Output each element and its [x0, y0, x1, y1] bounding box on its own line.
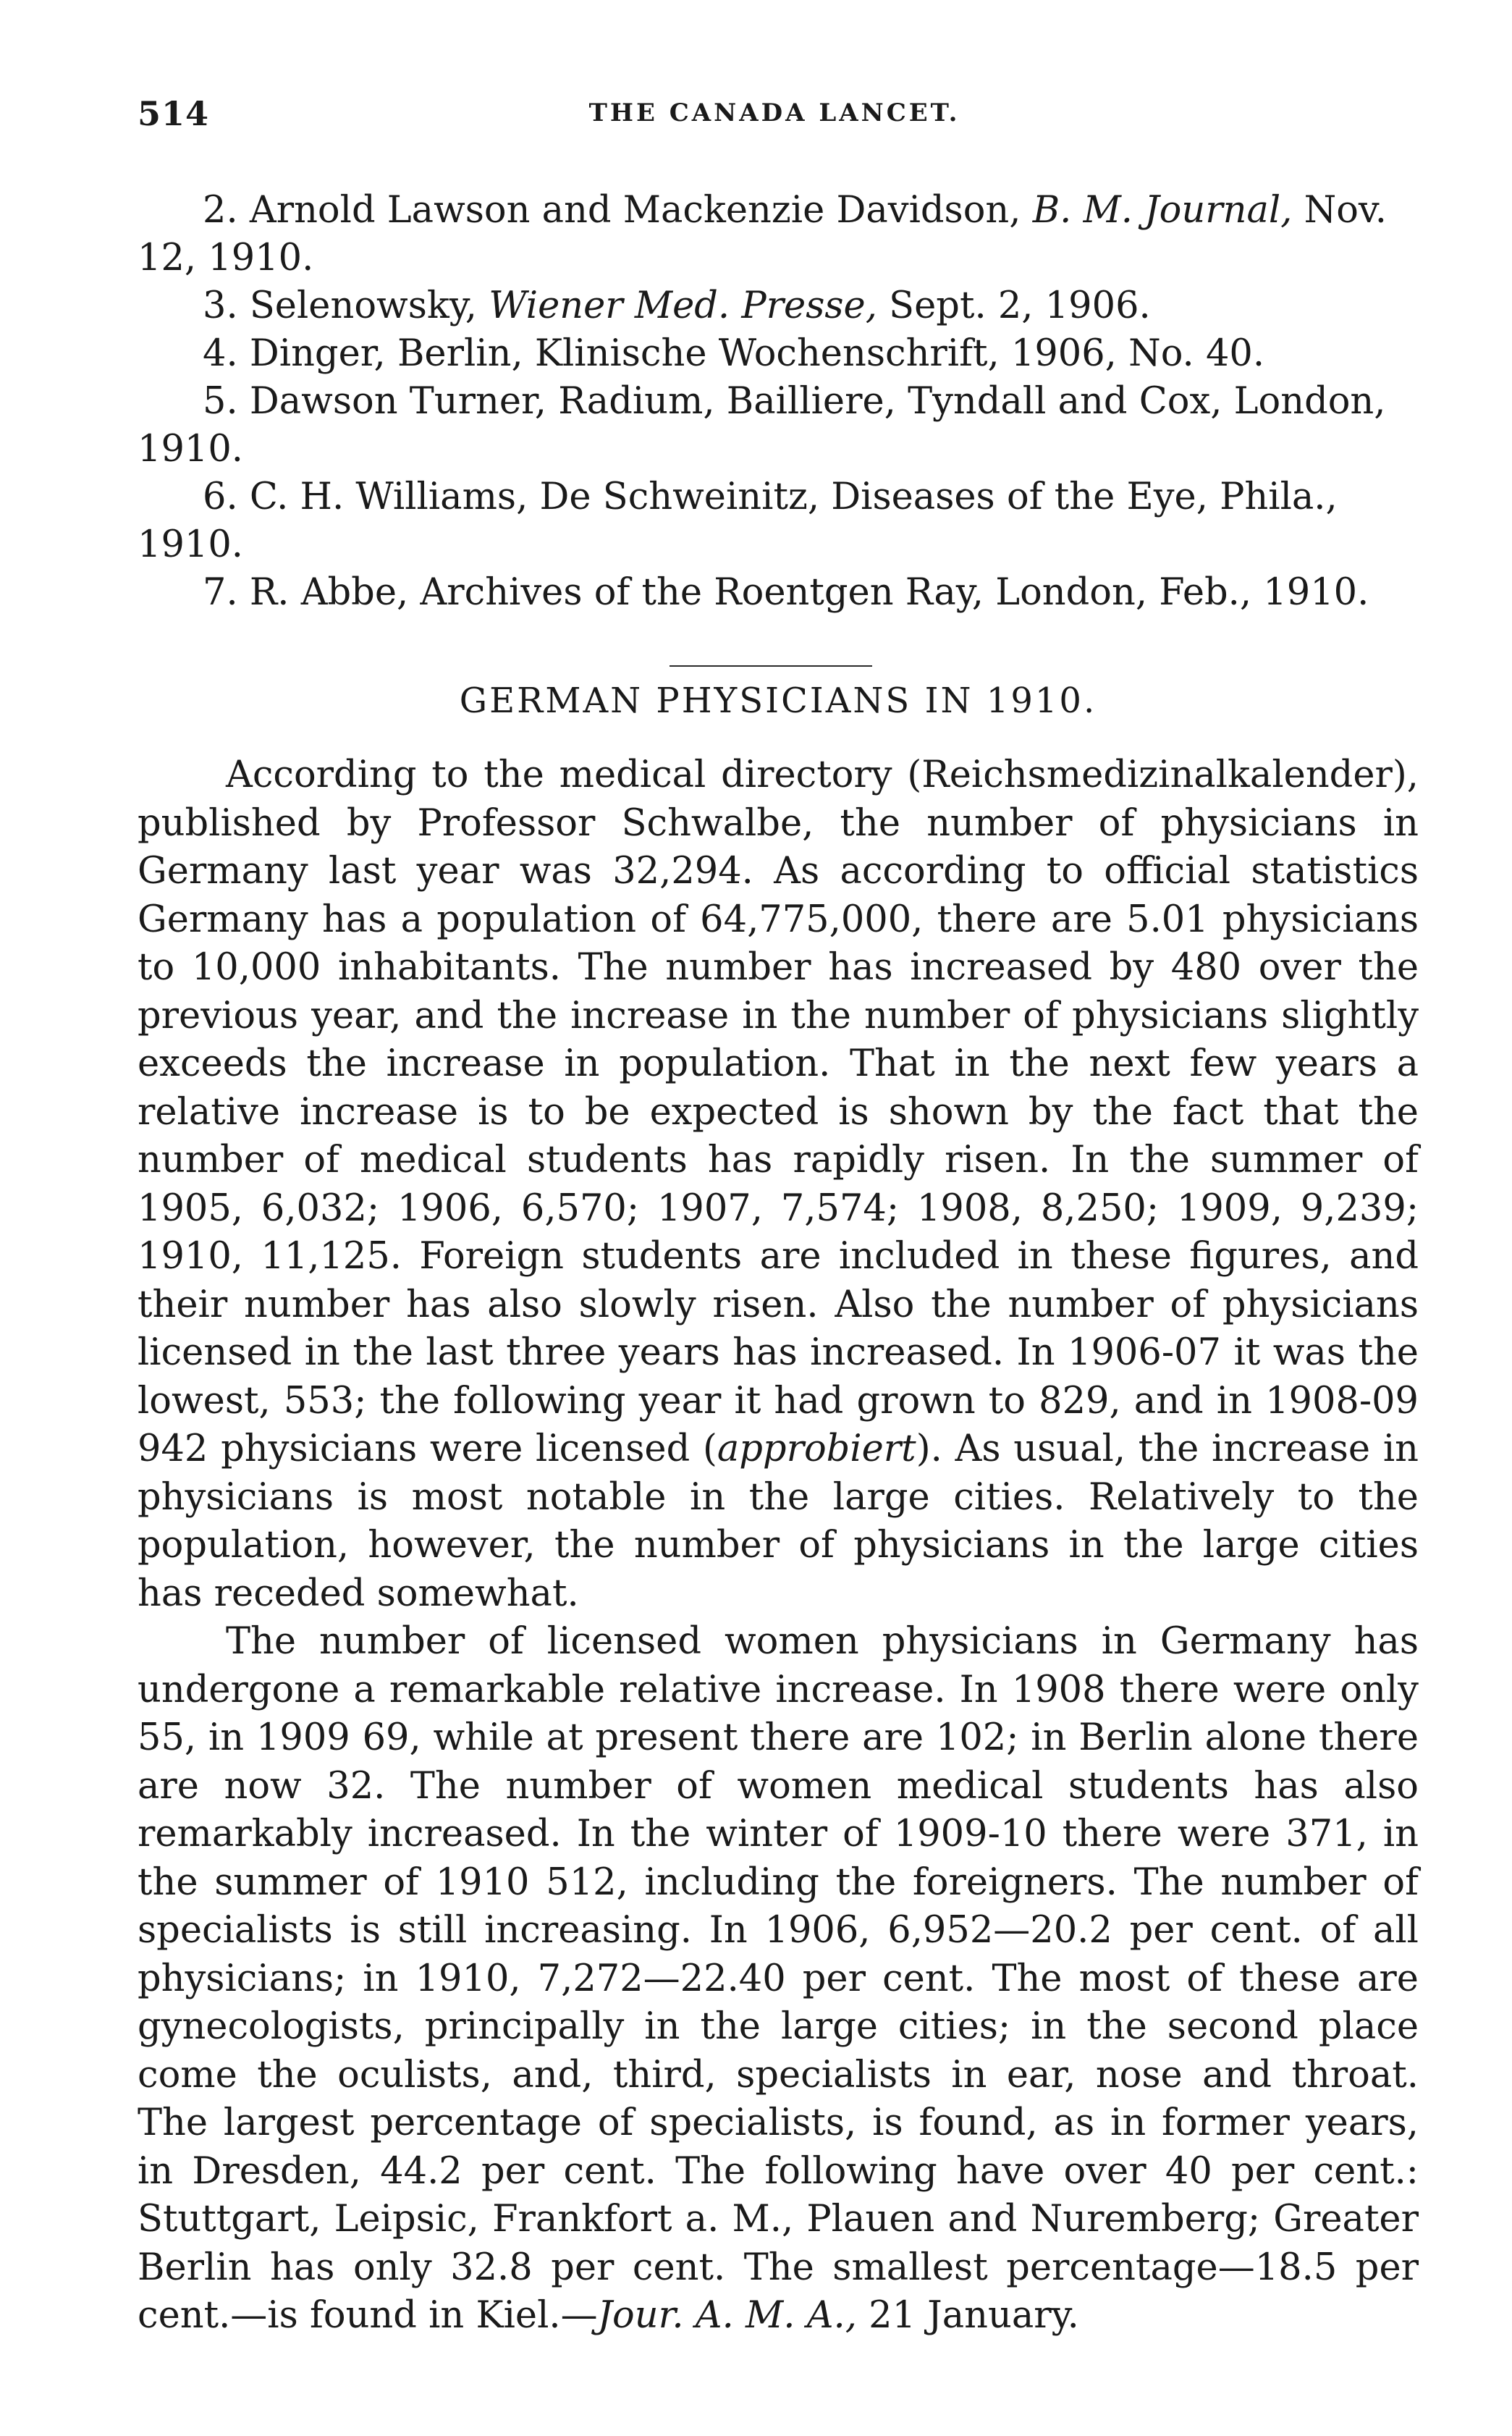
reference-item: 2. Arnold Lawson and Mackenzie Davidson, B. M. Journal, Nov. 12, 1910.: [138, 189, 1387, 279]
paragraph: According to the medical directory (Reichsmedizinalkalender), published by Professor Schwalbe, the number of physicians in Germany last year was 32,294. As according to official statistics Germany has a population of 64,775,000, there are 5.01 physicians to 10,000 inhabitants. The number has increased by 480 over the previous year, and the increase in the number of physicians slightly exceeds the increase in population. That in the next few years a relative increase is to be expected is shown by the fact that the number of medical students has rapidly risen. In the summer of 1905, 6,032; 1906, 6,570; 1907, 7,574; 1908, 8,250; 1909, 9,239; 1910, 11,125. Foreign students are included in these figures, and their number has also slowly risen. Also the number of physicians licensed in the last three years has increased. In 1906-07 it was the lowest, 553; the following year it had grown to 829, and in 1908-09 942 physicians were licensed (approbiert). As usual, the increase in physicians is most notable in the large cities. Relatively to the population, however, the number of physicians in the large cities has receded somewhat.: [138, 754, 1419, 1615]
article-body: [138, 751, 1419, 2340]
reference-item: 6. C. H. Williams, De Schweinitz, Diseases of the Eye, Phila., 1910.: [138, 476, 1338, 566]
page-header: [138, 94, 1411, 138]
reference-item: 4. Dinger, Berlin, Klinische Wochenschrift, 1906, No. 40.: [203, 332, 1265, 375]
paragraph: The number of licensed women physicians in Germany has undergone a remarkable relative increase. In 1908 there were only 55, in 1909 69, while at present there are 102; in Berlin alone there are now 32. The number of women medical students has also remarkably increased. In the winter of 1909-10 there were 371, in the summer of 1910 512, including the foreigners. The number of specialists is still increasing. In 1906, 6,952—20.2 per cent. of all physicians; in 1910, 7,272—22.40 per cent. The most of these are gynecologists, principally in the large cities; in the second place come the oculists, and, third, specialists in ear, nose and throat. The largest percentage of specialists, is found, as in former years, in Dresden, 44.2 per cent. The following have over 40 per cent.: Stuttgart, Leipsic, Frankfort a. M., Plauen and Nuremberg; Greater Berlin has only 32.8 per cent. The smallest percentage—18.5 per cent.—is found in Kiel.—Jour. A. M. A., 21 January.: [138, 1620, 1419, 2337]
page-number: 514: [138, 94, 210, 133]
article-title: GERMAN PHYSICIANS IN 1910.: [459, 680, 1097, 721]
running-head: THE CANADA LANCET.: [588, 98, 960, 127]
reference-item: 5. Dawson Turner, Radium, Bailliere, Tyndall and Cox, London, 1910.: [138, 380, 1386, 471]
section-divider: [670, 665, 872, 667]
reference-list: [138, 187, 1419, 617]
reference-item: 7. R. Abbe, Archives of the Roentgen Ray, London, Feb., 1910.: [203, 571, 1369, 614]
reference-item: 3. Selenowsky, Wiener Med. Presse, Sept. 2, 1906.: [203, 285, 1151, 327]
